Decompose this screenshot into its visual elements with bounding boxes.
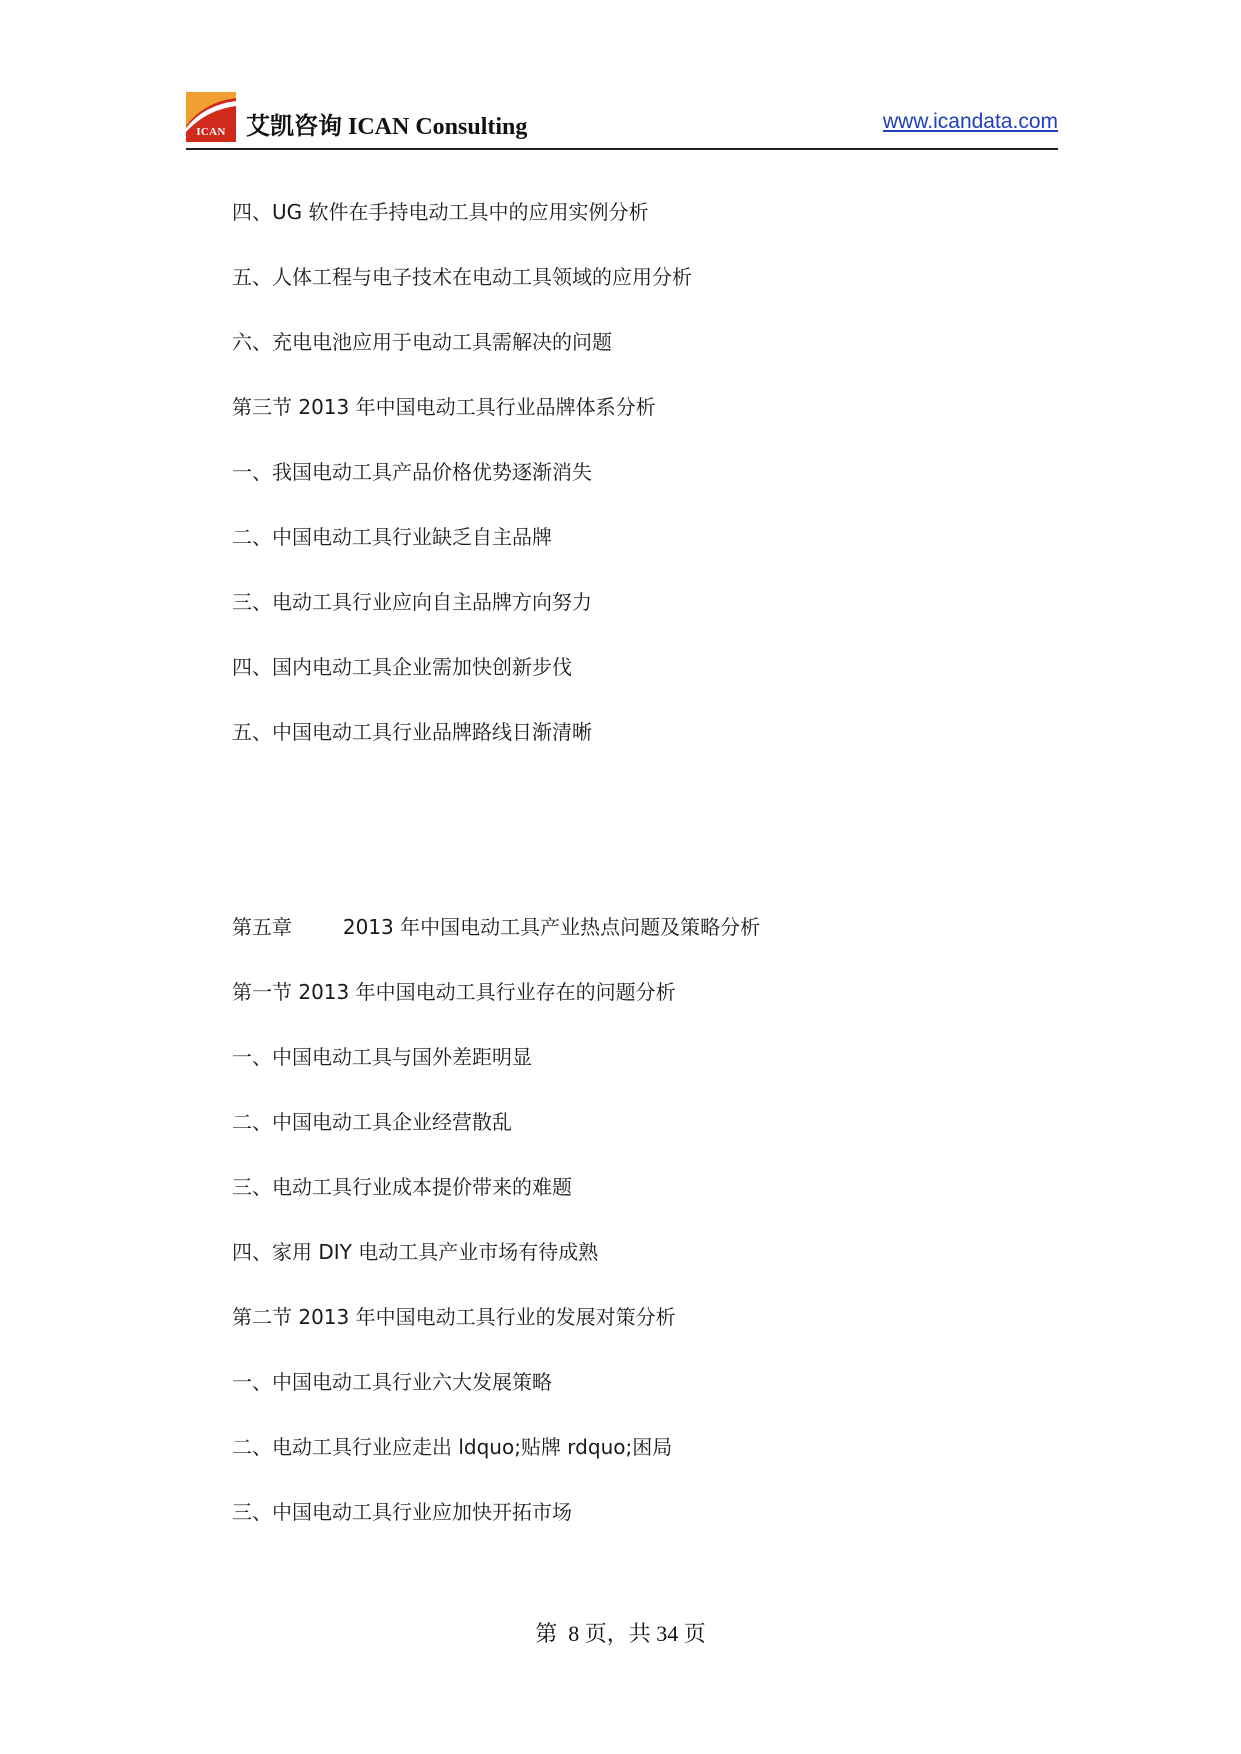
toc-line: 三、电动工具行业应向自主品牌方向努力 xyxy=(232,590,592,614)
toc-line: 一、中国电动工具与国外差距明显 xyxy=(232,1045,532,1069)
brand-name: 艾凯咨询 ICAN Consulting xyxy=(246,114,528,140)
toc-chapter-heading: 第五章 2013 年中国电动工具产业热点问题及策略分析 xyxy=(232,915,761,939)
toc-line: 四、UG 软件在手持电动工具中的应用实例分析 xyxy=(232,200,649,224)
toc-line: 二、中国电动工具企业经营散乱 xyxy=(232,1110,512,1134)
logo-text: ICAN xyxy=(196,126,226,138)
toc-line: 一、中国电动工具行业六大发展策略 xyxy=(232,1370,552,1394)
website-link[interactable]: www.icandata.com xyxy=(882,110,1058,133)
toc-line: 四、家用 DIY 电动工具产业市场有待成熟 xyxy=(232,1240,599,1264)
toc-section-heading: 第一节 2013 年中国电动工具行业存在的问题分析 xyxy=(232,980,676,1004)
toc-line: 二、中国电动工具行业缺乏自主品牌 xyxy=(232,525,552,549)
toc-line: 五、人体工程与电子技术在电动工具领域的应用分析 xyxy=(232,265,692,289)
toc-line: 二、电动工具行业应走出 ldquo;贴牌 rdquo;困局 xyxy=(232,1435,673,1459)
toc-line: 五、中国电动工具行业品牌路线日渐清晰 xyxy=(232,720,592,744)
page-number: 第 8 页，共 34 页 xyxy=(535,1621,706,1646)
toc-line: 六、充电电池应用于电动工具需解决的问题 xyxy=(232,330,612,354)
toc-section-heading: 第三节 2013 年中国电动工具行业品牌体系分析 xyxy=(232,395,656,419)
ican-logo xyxy=(186,92,236,142)
toc-line: 一、我国电动工具产品价格优势逐渐消失 xyxy=(232,460,592,484)
toc-line: 四、国内电动工具企业需加快创新步伐 xyxy=(232,655,572,679)
toc-line: 三、中国电动工具行业应加快开拓市场 xyxy=(232,1500,572,1524)
page-header xyxy=(186,88,1058,150)
toc-section-heading: 第二节 2013 年中国电动工具行业的发展对策分析 xyxy=(232,1305,676,1329)
toc-line: 三、电动工具行业成本提价带来的难题 xyxy=(232,1175,572,1199)
